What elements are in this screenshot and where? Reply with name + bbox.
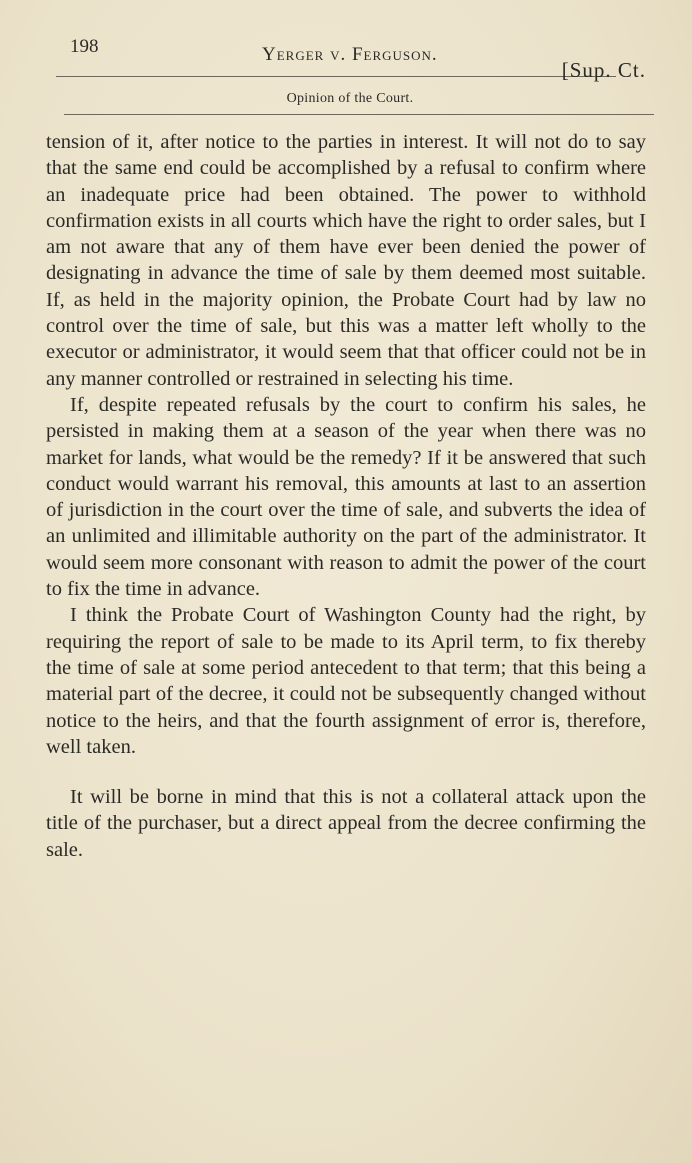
case-title: Yerger v. Ferguson. [262,44,438,65]
court-abbreviation: [Sup. Ct. [561,58,646,82]
section-rule [64,114,654,115]
paragraph: It will be borne in mind that this is not a collateral attack upon the title of the purchaser, but a direct appeal from the decree confirming the sale. [46,786,646,861]
page-number: 198 [70,36,99,57]
body-text [46,129,646,863]
header-rule [56,76,616,77]
paragraph: I think the Probate Court of Washington County had the right, by requiring the report of sale to be made to its April term, to fix thereby the time of sale at some period antecedent to that term; that this being a material part of the decree, it could not be subsequently changed without notice to the heirs, and that the fourth assignment of error is, therefore, well taken. [46,604,646,758]
paragraph: tension of it, after notice to the parties in interest. It will not do to say that the same end could be accomplished by a refusal to confirm where an inadequate price had been obtained. The power to withhold confirmation exists in all courts which have the right to order sales, but I am not aware that any of them have ever been denied the power of designating in advance the time of sale by them deemed most suitable. If, as held in the majority opinion, the Probate Court had by law no control over the time of sale, but this was a matter left wholly to the executor or administrator, it would seem that that officer could not be in any manner controlled or restrained in selecting his time. [46,131,646,390]
running-head [46,36,654,82]
paragraph: If, despite repeated refusals by the court to confirm his sales, he persisted in making them at a season of the year when there was no market for lands, what would be the remedy? If it be answered that such conduct would warrant his removal, this amounts at last to an assertion of jurisdiction in the court over the time of sale, and subverts the idea of an unlimited and illimitable authority on the part of the administrator. It would seem more consonant with reason to admit the power of the court to fix the time in advance. [46,393,646,601]
section-heading: Opinion of the Court. [286,91,414,106]
